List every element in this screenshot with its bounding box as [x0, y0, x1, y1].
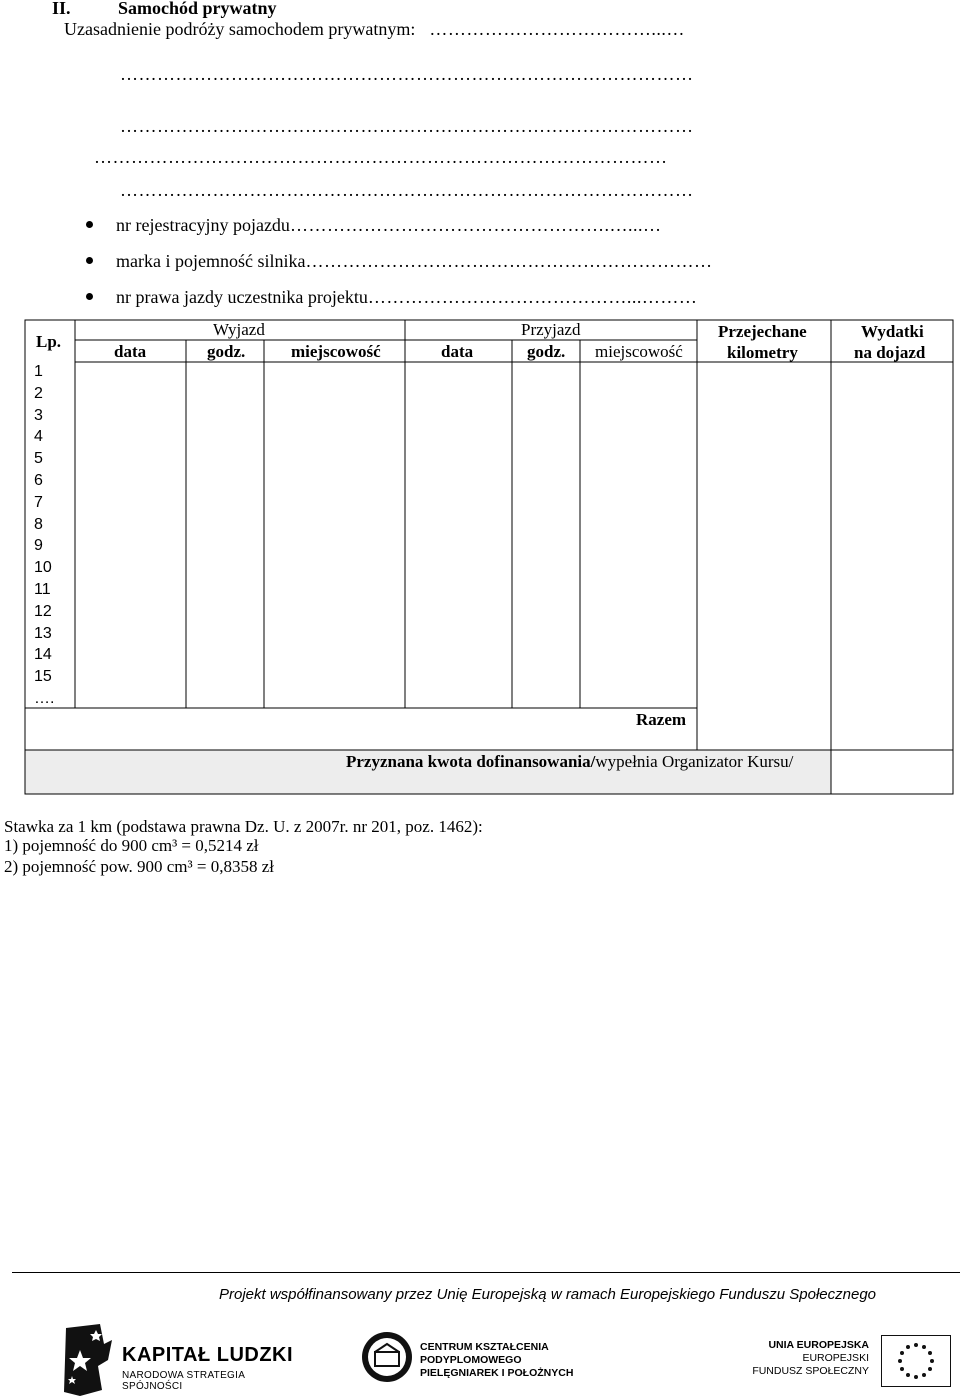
row-number: 4	[34, 428, 43, 446]
justification-line-4[interactable]: …………………………………………………………………………………	[120, 180, 694, 200]
row-number: 7	[34, 493, 43, 511]
arrival-place-header: miejscowość	[595, 342, 683, 361]
row-number: 2	[34, 384, 43, 402]
row-number: ….	[34, 689, 55, 707]
row-number: 14	[34, 646, 52, 664]
row-number: 8	[34, 515, 43, 533]
row-number: 12	[34, 602, 52, 620]
kapital-ludzki-logo	[60, 1320, 300, 1397]
section-title	[52, 0, 277, 19]
row-number: 6	[34, 471, 43, 489]
logo3-line2: EUROPEJSKI	[802, 1352, 869, 1364]
registration-field[interactable]: …………………………………………….…...…	[289, 215, 662, 235]
row-number: 15	[34, 668, 52, 686]
logo1-title: KAPITAŁ LUDZKI	[122, 1344, 294, 1366]
bullet-make-engine	[86, 251, 712, 272]
footer-text: Projekt współfinansowany przez Unię Europejską w ramach Europejskiego Funduszu Społecznego	[218, 1286, 877, 1303]
eu-flag-icon	[881, 1335, 951, 1387]
expenses-header-line1: Wydatki	[861, 322, 924, 341]
footer-rule	[12, 1272, 960, 1273]
bullet-icon	[86, 293, 93, 300]
row-number-column	[34, 361, 54, 710]
arrival-hour-header: godz.	[527, 342, 566, 361]
departure-hour-header: godz.	[207, 342, 246, 361]
rate-item-2: 2) pojemność pow. 900 cm³ = 0,8358 zł	[4, 857, 274, 876]
granted-bold: Przyznana kwota dofinansowania/	[346, 752, 596, 771]
logo1-subtitle: NARODOWA STRATEGIA SPÓJNOŚCI	[122, 1370, 245, 1392]
row-number: 9	[34, 537, 43, 555]
km-header-line2: kilometry	[727, 343, 798, 362]
section-title-text: Samochód prywatny	[118, 0, 277, 18]
row-number: 3	[34, 406, 43, 424]
logo3-text	[752, 1339, 869, 1378]
kapital-ludzki-emblem-icon	[60, 1320, 116, 1397]
bullet-registration	[86, 215, 661, 236]
expenses-header-line2: na dojazd	[854, 343, 926, 362]
make-engine-field[interactable]: …………………………………………………………	[305, 251, 713, 271]
justification-line-3[interactable]: …………………………………………………………………………………	[94, 147, 668, 167]
granted-amount-label	[346, 752, 793, 772]
km-header-line1: Przejechane	[718, 322, 807, 341]
bullet-license	[86, 287, 697, 308]
license-field[interactable]: ……………………………………...………	[367, 287, 698, 307]
logo2-line1: CENTRUM KSZTAŁCENIA	[420, 1341, 549, 1353]
justification-line-1[interactable]: …………………………………………………………………………………	[120, 64, 694, 84]
section-number: II.	[52, 0, 71, 18]
lp-header: Lp.	[36, 332, 62, 351]
bullet-icon	[86, 257, 93, 264]
arrival-date-header: data	[441, 342, 474, 361]
bullet-icon	[86, 221, 93, 228]
ckppip-emblem-icon	[360, 1330, 414, 1384]
ckppip-logo	[360, 1330, 590, 1390]
logo2-text	[420, 1341, 573, 1380]
arrival-header: Przyjazd	[521, 320, 581, 339]
justification-dots[interactable]: ………………………………...…	[429, 19, 685, 39]
row-number: 13	[34, 624, 52, 642]
rate-item-1: 1) pojemność do 900 cm³ = 0,5214 zł	[4, 836, 259, 855]
row-number: 10	[34, 559, 52, 577]
row-number: 1	[34, 363, 43, 380]
license-label: nr prawa jazdy uczestnika projektu	[116, 287, 368, 307]
logo3-line3: FUNDUSZ SPOŁECZNY	[752, 1365, 869, 1377]
departure-header: Wyjazd	[213, 320, 265, 339]
registration-label: nr rejestracyjny pojazdu	[116, 215, 290, 235]
make-engine-label: marka i pojemność silnika	[116, 251, 306, 271]
eu-efs-logo	[752, 1335, 955, 1395]
logo3-line1: UNIA EUROPEJSKA	[768, 1339, 869, 1351]
rate-heading: Stawka za 1 km (podstawa prawna Dz. U. z 2007r. nr 201, poz. 1462):	[4, 817, 483, 836]
logo2-line3: PIELĘGNIAREK I POŁOŻNYCH	[420, 1367, 574, 1379]
departure-date-header: data	[114, 342, 147, 361]
granted-normal: wypełnia Organizator Kursu/	[595, 752, 794, 771]
departure-place-header: miejscowość	[291, 342, 381, 361]
justification-row	[64, 19, 685, 40]
total-label: Razem	[636, 710, 687, 729]
justification-label: Uzasadnienie podróży samochodem prywatnym:	[64, 19, 416, 39]
row-number: 5	[34, 450, 43, 468]
logo2-line2: PODYPLOMOWEGO	[420, 1354, 522, 1366]
row-number: 11	[34, 580, 51, 598]
justification-line-2[interactable]: …………………………………………………………………………………	[120, 116, 694, 136]
